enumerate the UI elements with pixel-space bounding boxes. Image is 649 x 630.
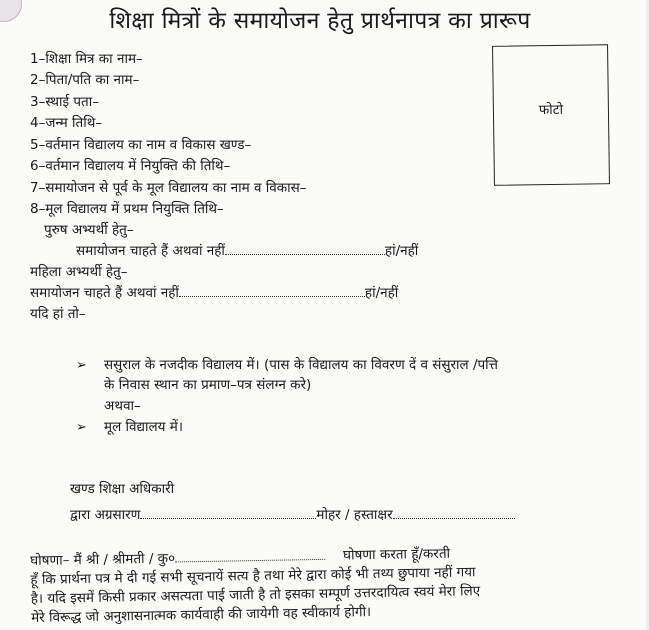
field-date-of-birth: 4–जन्म तिथि– bbox=[30, 115, 103, 131]
declaration-name-prefix: घोषणा– मैं श्री / श्रीमती / कु० bbox=[30, 550, 176, 569]
male-adjustment-question bbox=[76, 242, 418, 260]
field-shiksha-mitra-name: 1–शिक्षा मित्र का नाम– bbox=[30, 51, 143, 67]
photo-box bbox=[492, 44, 610, 186]
or-label: अथवा– bbox=[104, 398, 141, 414]
signature-blank[interactable] bbox=[393, 506, 515, 519]
photo-label: फोटो bbox=[538, 101, 564, 119]
female-question-text: समायोजन चाहते हैं अथवां नहीं bbox=[30, 285, 179, 301]
declarant-name-blank[interactable] bbox=[175, 547, 325, 563]
arrow-bullet-icon: ➢ bbox=[76, 420, 87, 435]
field-original-school: 7–समायोजन से पूर्व के मूल विद्यालय का नाम व विकास– bbox=[30, 180, 307, 196]
male-question-text: समायोजन चाहते हैं अथवां नहीं bbox=[76, 243, 225, 259]
corner-stamp-fragment bbox=[0, 0, 22, 22]
male-candidate-heading: पुरुष अभ्यर्थी हेतु– bbox=[44, 222, 134, 238]
block-education-officer-label: खण्ड शिक्षा अधिकारी bbox=[70, 481, 175, 497]
forwarding-line bbox=[70, 506, 515, 524]
option-in-laws-school: ससुराल के नजदीक विद्यालय में। (पास के विद्यालय का विवरण दें व संसुराल /पत्ति bbox=[104, 357, 499, 373]
declaration-line-3: है। यदि इसमें किसी प्रकार असत्यता पाई जाती है तो इसका सम्पूर्ण उत्तरदायित्व स्वयं मेरा लिए bbox=[30, 583, 481, 607]
forwarded-by-label: द्वारा अग्रसारण bbox=[70, 507, 141, 523]
if-yes-label: यदि हां तो– bbox=[30, 306, 86, 322]
declaration-line-2: हूँ कि प्रार्थना पत्र मे दी गई सभी सूचनायें सत्य है तथा मेरे द्वारा कोई भी तथ्य छुपाया नहीं गया bbox=[30, 564, 476, 588]
female-candidate-heading: महिला अभ्यर्थी हेतु– bbox=[30, 264, 128, 280]
female-answer-blank[interactable] bbox=[179, 284, 365, 297]
declaration-block bbox=[30, 543, 561, 628]
declaration-line-1-end: घोषणा करता हूँ/करती bbox=[342, 545, 451, 564]
arrow-bullet-icon: ➢ bbox=[76, 358, 87, 373]
field-father-husband-name: 2–पिता/पति का नाम– bbox=[30, 72, 140, 88]
female-answer-options: हां/नहीं bbox=[364, 285, 399, 301]
male-answer-options: हां/नहीं bbox=[384, 243, 419, 259]
form-title: शिक्षा मित्रों के समायोजन हेतु प्रार्थनापत्र का प्रारूप bbox=[109, 8, 531, 34]
option-original-school: मूल विद्यालय में। bbox=[104, 419, 183, 435]
option-in-laws-school-note: के निवास स्थान का प्रमाण–पत्र संलग्न करे) bbox=[104, 377, 312, 393]
field-permanent-address: 3–स्थाई पता– bbox=[30, 94, 99, 110]
field-current-appointment-date: 6–वर्तमान विद्यालय में नियुक्ति की तिथि– bbox=[30, 158, 231, 174]
seal-signature-label: मोहर / हस्ताक्षर bbox=[316, 507, 393, 523]
forwarded-by-blank[interactable] bbox=[140, 506, 316, 519]
field-first-appointment-date: 8–मूल विद्यालय में प्रथम नियुक्ति तिथि– bbox=[30, 201, 224, 217]
female-adjustment-question bbox=[30, 284, 398, 302]
male-answer-blank[interactable] bbox=[225, 242, 385, 255]
declaration-line-4: मेरे विरूद्ध जो अनुशासनात्मक कार्यवाही की जायेगी वह स्वीकार्य होगी। bbox=[31, 604, 372, 626]
field-current-school: 5–वर्तमान विद्यालय का नाम व विकास खण्ड– bbox=[30, 137, 252, 153]
